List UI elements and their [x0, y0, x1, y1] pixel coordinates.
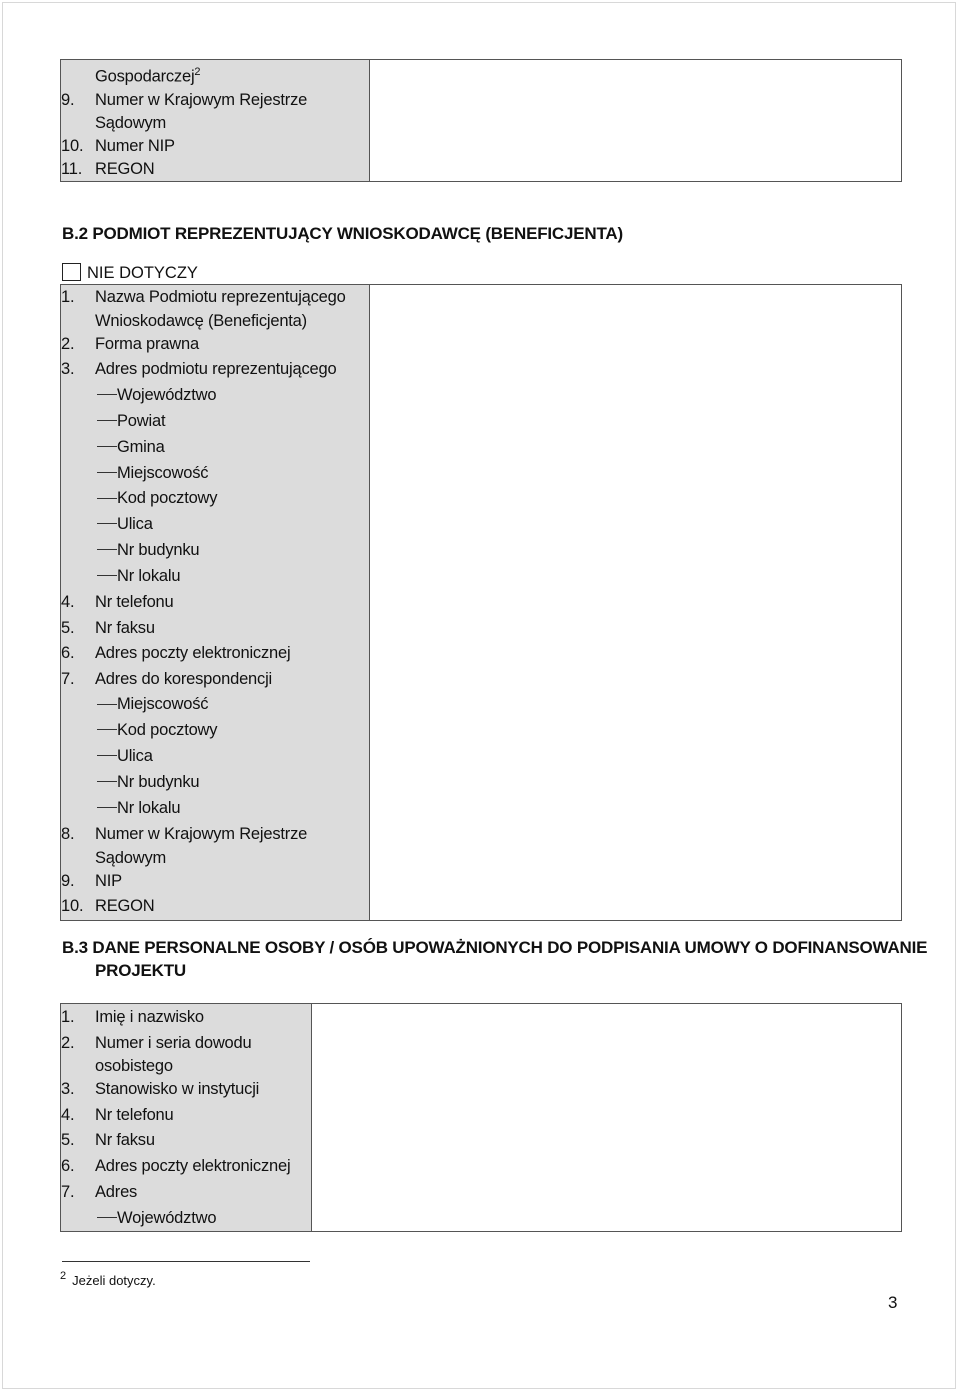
form-row [61, 1103, 311, 1129]
form-row-label: REGON [95, 897, 155, 916]
dash-bullet-icon [97, 472, 117, 473]
form-row [61, 1056, 311, 1077]
dash-bullet-icon [97, 498, 117, 499]
form-row-label: Adres [95, 1182, 138, 1201]
form-row-label: Nazwa Podmiotu reprezentującego [95, 288, 346, 306]
form-row [61, 744, 369, 770]
form-row-label: Numer i seria dowodu [95, 1033, 252, 1052]
form-row-label: Nr budynku [117, 541, 200, 560]
form-row [61, 770, 369, 796]
form-row-label: REGON [95, 159, 155, 178]
dash-bullet-icon [97, 755, 117, 756]
form-row-label: Numer w Krajowym Rejestrze [95, 90, 308, 109]
form-row [61, 1077, 311, 1103]
form-row-number: 3. [61, 1080, 75, 1099]
form-row-number: 10. [61, 136, 84, 155]
form-row-number: 11. [61, 159, 83, 178]
form-row [61, 1205, 311, 1231]
form-row [61, 538, 369, 564]
dash-bullet-icon [97, 420, 117, 421]
form-row-number: 6. [61, 1156, 75, 1175]
form-row-label: Nr telefonu [95, 1105, 174, 1124]
dash-bullet-icon [97, 446, 117, 447]
footnote-text: Jeżeli dotyczy. [72, 1273, 156, 1288]
applicant-value-field[interactable] [370, 60, 902, 182]
form-row-label: Miejscowość [117, 695, 209, 714]
form-row [61, 435, 369, 461]
form-row-label: Ulica [117, 747, 153, 766]
form-row-label: Nr budynku [117, 773, 200, 792]
form-row [61, 718, 369, 744]
form-row-label: Wnioskodawcę (Beneficjenta) [95, 311, 307, 330]
form-row-label: Numer w Krajowym Rejestrze [95, 824, 308, 843]
form-row-label: Adres do korespondencji [95, 669, 273, 688]
dash-bullet-icon [97, 394, 117, 395]
dash-bullet-icon [97, 523, 117, 524]
form-row-number: 1. [61, 1008, 75, 1026]
footnote-separator [62, 1261, 310, 1262]
form-row [61, 894, 369, 920]
form-row-number: 7. [61, 1182, 75, 1201]
form-row [61, 89, 369, 112]
form-row-label: Numer NIP [95, 136, 175, 155]
dash-bullet-icon [97, 781, 117, 782]
form-row [61, 1031, 311, 1057]
form-row-label: Sądowym [95, 113, 167, 132]
not-applicable-checkbox[interactable] [62, 263, 81, 281]
form-row [61, 796, 369, 822]
dash-bullet-icon [97, 549, 117, 550]
not-applicable-option[interactable] [62, 263, 198, 283]
section-b3-title-cont: PROJEKTU [95, 961, 186, 980]
dash-bullet-icon [97, 729, 117, 730]
form-row [61, 311, 369, 332]
form-row [61, 486, 369, 512]
representative-value-field[interactable] [370, 285, 902, 921]
form-row-label: Sądowym [95, 848, 167, 867]
authorized-persons-table [60, 1003, 902, 1232]
form-row [61, 1128, 311, 1154]
form-row [61, 590, 369, 616]
form-row-number: 4. [61, 1105, 75, 1124]
applicant-continuation-table [60, 59, 902, 182]
form-row [61, 409, 369, 435]
form-row [61, 158, 369, 181]
form-row [61, 112, 369, 135]
form-row [61, 135, 369, 158]
form-row [61, 61, 369, 89]
form-row [61, 357, 369, 383]
form-row [61, 1005, 311, 1031]
form-row [61, 616, 369, 642]
form-row-label: osobistego [95, 1057, 173, 1076]
form-row-label: Województwo [117, 385, 217, 404]
form-row-label: Adres poczty elektronicznej [95, 644, 291, 663]
form-row-number: 9. [61, 871, 75, 890]
applicant-labels-cell [61, 60, 370, 182]
footnote-ref: 2 [194, 66, 201, 78]
form-row [61, 461, 369, 487]
form-row [61, 848, 369, 869]
form-row-label: Nr telefonu [95, 593, 174, 612]
form-row [61, 1154, 311, 1180]
form-row-label: Adres podmiotu reprezentującego [95, 360, 337, 379]
dash-bullet-icon [97, 807, 117, 808]
form-row-number: 3. [61, 360, 75, 379]
form-row [61, 692, 369, 718]
form-row-number: 6. [61, 644, 75, 663]
form-row-label: Gmina [117, 437, 165, 456]
form-row-label: Nr lokalu [117, 799, 181, 818]
representative-table [60, 284, 902, 921]
form-row-number: 4. [61, 593, 75, 612]
form-row-label: Powiat [117, 411, 166, 430]
footnote [60, 1270, 156, 1288]
page-number: 3 [888, 1293, 898, 1312]
form-row [61, 1180, 311, 1206]
form-row-label: Nr lokalu [117, 567, 181, 586]
form-row-label: Nr faksu [95, 1131, 155, 1150]
form-row-number: 9. [61, 90, 75, 109]
form-row-number: 2. [61, 334, 75, 353]
form-row-label: Ulica [117, 515, 153, 534]
form-row [61, 869, 369, 895]
form-row-label: NIP [95, 871, 122, 890]
dash-bullet-icon [97, 704, 117, 705]
form-row-number: 5. [61, 1131, 75, 1150]
section-b2-title: B.2 PODMIOT REPREZENTUJĄCY WNIOSKODAWCĘ (BENEFICJENTA) [62, 224, 623, 243]
form-row [61, 383, 369, 409]
form-row [61, 822, 369, 848]
form-row-number: 5. [61, 618, 75, 637]
form-row-number: 8. [61, 824, 75, 843]
form-row-number: 1. [61, 288, 75, 306]
form-row-label: Forma prawna [95, 334, 199, 353]
form-row [61, 641, 369, 667]
form-row-label: Stanowisko w instytucji [95, 1080, 260, 1099]
form-row-number: 10. [61, 897, 84, 916]
form-row [61, 512, 369, 538]
form-row-label: Kod pocztowy [117, 721, 218, 740]
section-b3-title: B.3 DANE PERSONALNE OSOBY / OSÓB UPOWAŻNIONYCH DO PODPISANIA UMOWY O DOFINANSOWANIE [62, 938, 928, 957]
form-row-number: 2. [61, 1033, 75, 1052]
authorized-value-field[interactable] [312, 1004, 902, 1232]
form-row [61, 564, 369, 590]
form-row [61, 667, 369, 693]
dash-bullet-icon [97, 1217, 117, 1218]
form-row-label: Gospodarczej [95, 67, 195, 86]
form-row-label: Imię i nazwisko [95, 1008, 204, 1026]
form-row [61, 285, 369, 311]
form-row-number: 7. [61, 669, 75, 688]
form-row-label: Adres poczty elektronicznej [95, 1156, 291, 1175]
representative-labels-cell [61, 285, 370, 921]
dash-bullet-icon [97, 575, 117, 576]
form-row-label: Województwo [117, 1209, 217, 1228]
authorized-labels-cell [61, 1004, 312, 1232]
form-row [61, 332, 369, 358]
form-row-label: Kod pocztowy [117, 489, 218, 508]
form-row-label: Nr faksu [95, 618, 155, 637]
footnote-marker: 2 [60, 1270, 67, 1282]
not-applicable-label: NIE DOTYCZY [87, 264, 198, 282]
form-row-label: Miejscowość [117, 463, 209, 482]
